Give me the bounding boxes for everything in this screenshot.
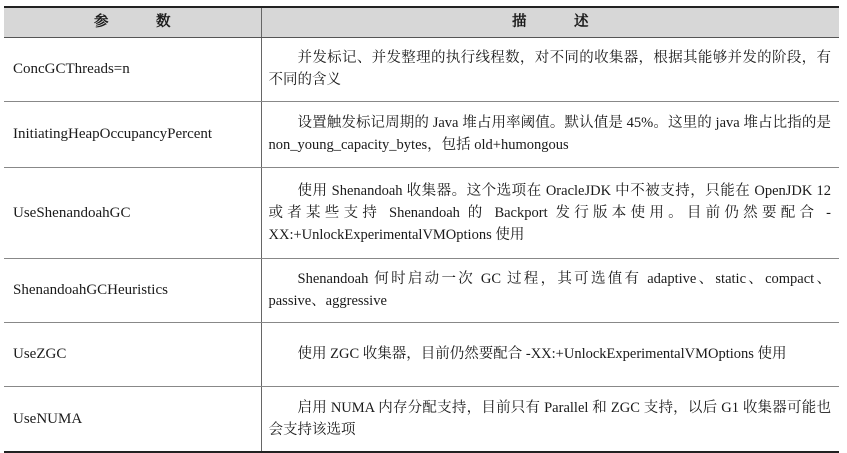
desc-cell: Shenandoah 何时启动一次 GC 过程，其可选值有 adaptive、static、compact、passive、aggressive — [261, 258, 839, 322]
desc-cell: 设置触发标记周期的 Java 堆占用率阈值。默认值是 45%。这里的 java 堆占比指的是 non_young_capacity_bytes，包括 old+humongous — [261, 101, 839, 167]
table-row — [4, 386, 839, 452]
table-header — [4, 7, 839, 37]
table-body — [4, 37, 839, 452]
table-row — [4, 322, 839, 386]
param-cell: ConcGCThreads=n — [4, 37, 261, 101]
param-cell: UseShenandoahGC — [4, 167, 261, 258]
desc-cell: 并发标记、并发整理的执行线程数，对不同的收集器，根据其能够并发的阶段，有不同的含义 — [261, 37, 839, 101]
desc-cell: 使用 Shenandoah 收集器。这个选项在 OracleJDK 中不被支持，只能在 OpenJDK 12 或者某些支持 Shenandoah 的 Backport 发行版本使用。目前仍然要配合 -XX:+UnlockExperimentalVMOptions 使用 — [261, 167, 839, 258]
header-row — [4, 7, 839, 37]
param-cell: InitiatingHeapOccupancyPercent — [4, 101, 261, 167]
table-row — [4, 167, 839, 258]
table-row — [4, 101, 839, 167]
desc-cell: 启用 NUMA 内存分配支持，目前只有 Parallel 和 ZGC 支持，以后 G1 收集器可能也会支持该选项 — [261, 386, 839, 452]
param-cell: UseZGC — [4, 322, 261, 386]
desc-column-header — [261, 7, 839, 37]
gc-parameters-table-wrapper — [4, 6, 839, 453]
table-row — [4, 37, 839, 101]
table-row — [4, 258, 839, 322]
param-column-header-label: 参 数 — [93, 14, 193, 31]
param-column-header — [4, 7, 261, 37]
param-cell: UseNUMA — [4, 386, 261, 452]
gc-parameters-table — [4, 6, 839, 453]
desc-cell: 使用 ZGC 收集器，目前仍然要配合 -XX:+UnlockExperimentalVMOptions 使用 — [261, 322, 839, 386]
param-cell: ShenandoahGCHeuristics — [4, 258, 261, 322]
desc-column-header-label: 描 述 — [511, 14, 611, 31]
